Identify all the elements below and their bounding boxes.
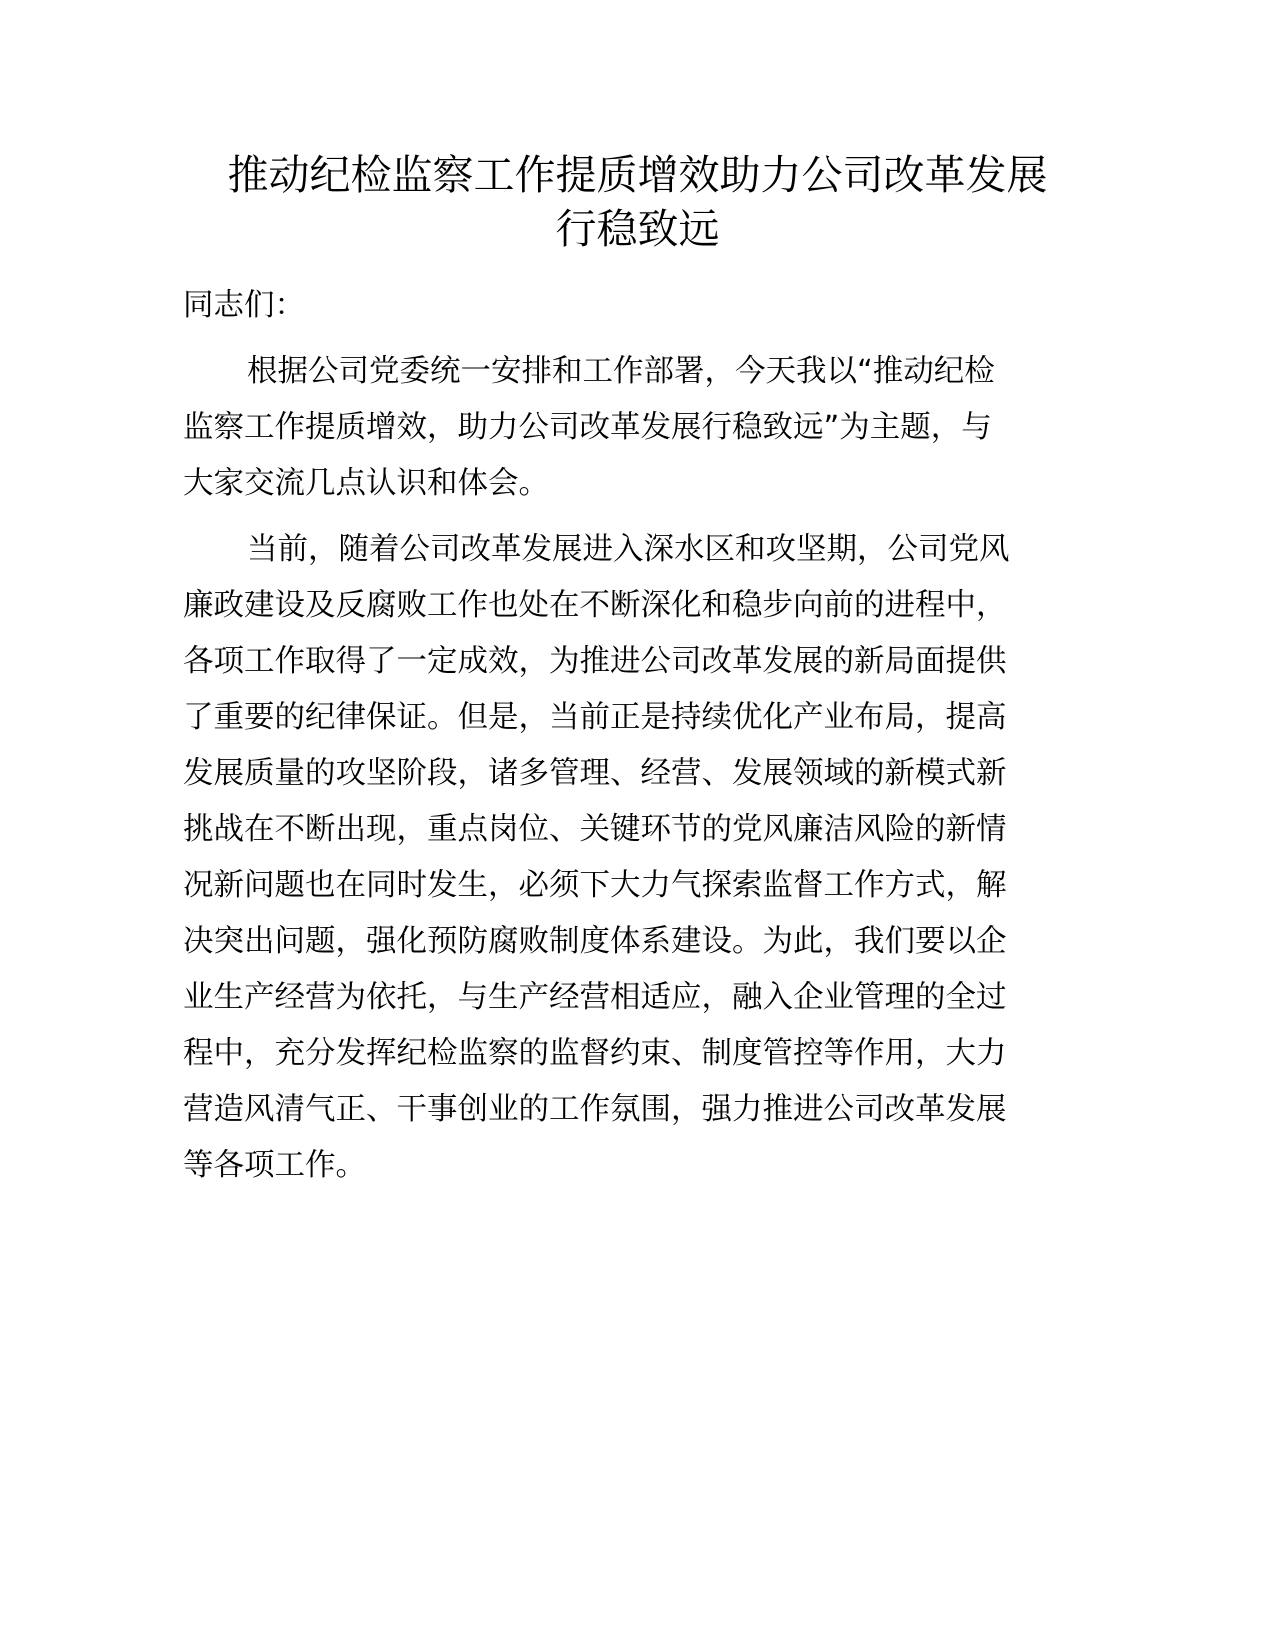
paragraph-line: 廉政建设及反腐败工作也处在不断深化和稳步向前的进程中，: [183, 588, 1007, 623]
paragraph-line: 各项工作取得了一定成效，为推进公司改革发展的新局面提供: [183, 644, 1007, 679]
paragraph-line: 营造风清气正、干事创业的工作氛围，强力推进公司改革发展: [183, 1092, 1007, 1127]
paragraph-line: 监察工作提质增效，助力公司改革发展行稳致远”为主题，与: [183, 410, 992, 445]
paragraph-1: [183, 344, 1103, 512]
paragraph-line: 根据公司党委统一安排和工作部署，今天我以“推动纪检: [247, 354, 995, 389]
document-body: [183, 278, 1103, 1204]
paragraph-line: 挑战在不断出现，重点岗位、关键环节的党风廉洁风险的新情: [183, 812, 1007, 847]
paragraph-2: [183, 522, 1103, 1194]
paragraph-line: 发展质量的攻坚阶段，诸多管理、经营、发展领域的新模式新: [183, 756, 1007, 791]
paragraph-line: 大家交流几点认识和体会。: [183, 466, 549, 501]
document-title: [150, 148, 1125, 256]
paragraph-line: 程中，充分发挥纪检监察的监督约束、制度管控等作用，大力: [183, 1036, 1007, 1071]
title-line-2: 行稳致远: [555, 205, 720, 253]
salutation: 同志们：: [183, 288, 305, 323]
paragraph-line: 等各项工作。: [183, 1148, 366, 1183]
paragraph-line: 决突出问题，强化预防腐败制度体系建设。为此，我们要以企: [183, 924, 1007, 959]
paragraph-line: 况新问题也在同时发生，必须下大力气探索监督工作方式，解: [183, 868, 1007, 903]
paragraph-line: 业生产经营为依托，与生产经营相适应，融入企业管理的全过: [183, 980, 1007, 1015]
title-line-1: 推动纪检监察工作提质增效助力公司改革发展: [227, 151, 1048, 199]
paragraph-line: 了重要的纪律保证。但是，当前正是持续优化产业布局，提高: [183, 700, 1007, 735]
paragraph-line: 当前，随着公司改革发展进入深水区和攻坚期，公司党风: [247, 532, 1010, 567]
